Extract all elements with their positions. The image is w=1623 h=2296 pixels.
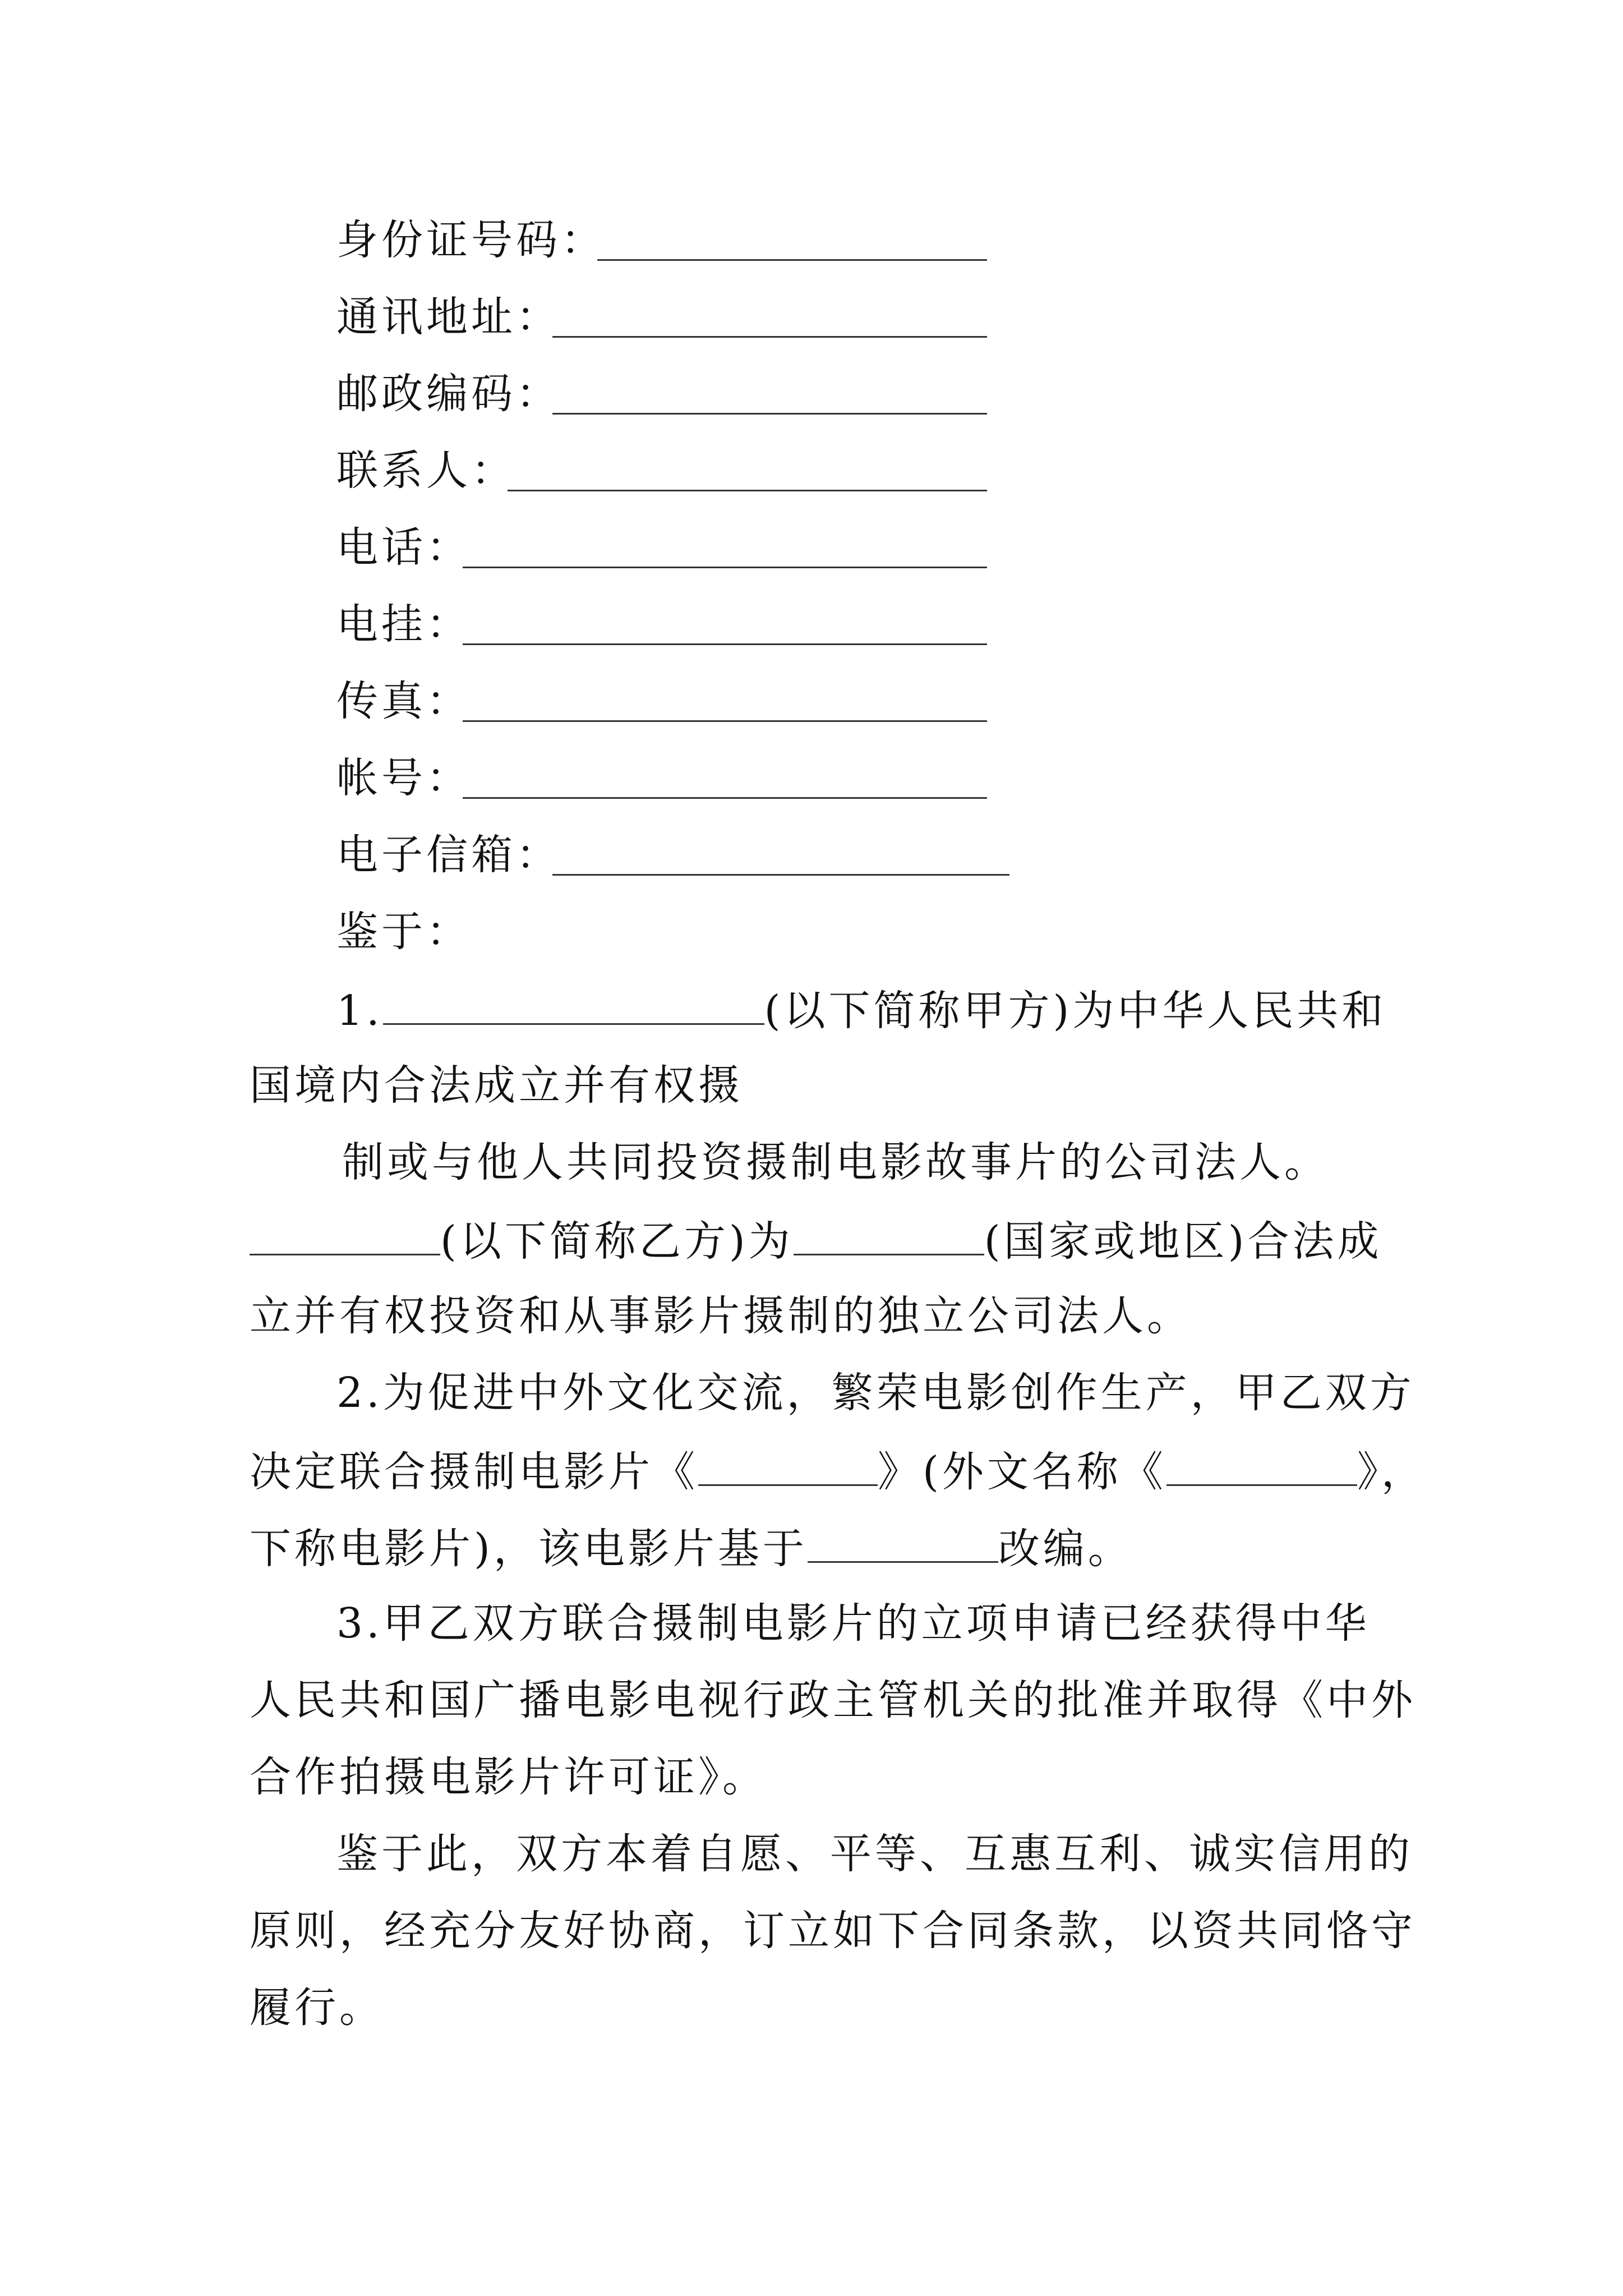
film-title-blank[interactable] [698,1442,878,1486]
p1-line2: 国境内合法成立并有权摄 [250,1061,743,1110]
field-address-label: 通讯地址： [336,293,561,341]
party-a-name-blank[interactable] [383,981,764,1025]
p1-line4-tail: (国家或地区)合法成 [984,1217,1382,1266]
field-account-label: 帐号： [336,754,471,802]
p2-line2-c: 》， [1357,1448,1426,1496]
field-email-blank[interactable] [552,874,1009,876]
p4-line1: 鉴于此，双方本着自愿、平等、互惠互利、诚实信用的 [336,1830,1413,1878]
country-region-blank[interactable] [794,1211,984,1255]
field-fax-label: 传真： [336,677,471,725]
p2-line1: 2.为促进中外文化交流，繁荣电影创作生产，甲乙双方 [336,1369,1415,1417]
p1-number: 1. [336,987,383,1035]
p2-line3-b: 改编。 [998,1525,1133,1573]
field-postcode-label: 邮政编码： [336,370,561,418]
p4-line3: 履行。 [250,1984,384,2032]
field-postcode-blank[interactable] [552,413,987,415]
p1-line1-text: (以下简称甲方)为中华人民共和 [764,987,1387,1035]
field-id-number-blank[interactable] [597,259,987,261]
p2-line2-b: 》(外文名称《 [878,1448,1166,1496]
whereas-heading: 鉴于： [336,908,471,956]
source-work-blank[interactable] [808,1519,998,1563]
field-id-number-label: 身份证号码： [336,216,606,264]
p1-line1 [336,981,1386,1037]
foreign-title-blank[interactable] [1166,1442,1357,1486]
field-cable-blank[interactable] [463,643,987,645]
field-phone-blank[interactable] [463,567,987,568]
p2-line3-a: 下称电影片)，该电影片基于 [250,1525,808,1573]
p1-line3: 制或与他人共同投资摄制电影故事片的公司法人。 [342,1138,1329,1186]
field-email-label: 电子信箱： [336,831,561,879]
party-b-name-blank[interactable] [250,1211,440,1255]
p4-line2: 原则，经充分友好协商，订立如下合同条款，以资共同恪守 [250,1907,1416,1955]
field-fax-blank[interactable] [463,720,987,722]
p1-line4-mid: (以下简称乙方)为 [440,1217,794,1266]
field-cable-label: 电挂： [336,600,471,648]
p3-line3: 合作拍摄电影片许可证》。 [250,1753,767,1801]
p2-line2-a: 决定联合摄制电影片《 [250,1448,698,1496]
field-contact-blank[interactable] [508,490,987,491]
p2-line2 [250,1442,1426,1498]
field-phone-label: 电话： [336,523,471,572]
field-address-blank[interactable] [552,336,987,338]
p1-line4 [250,1211,1382,1267]
p3-line2: 人民共和国广播电影电视行政主管机关的批准并取得《中外 [250,1676,1416,1724]
field-account-blank[interactable] [463,797,987,799]
p2-line3 [250,1519,1133,1575]
field-contact-label: 联系人： [336,447,516,495]
p1-line5: 立并有权投资和从事影片摄制的独立公司法人。 [250,1292,1192,1340]
p3-line1: 3.甲乙双方联合摄制电影片的立项申请已经获得中华 [336,1599,1370,1648]
